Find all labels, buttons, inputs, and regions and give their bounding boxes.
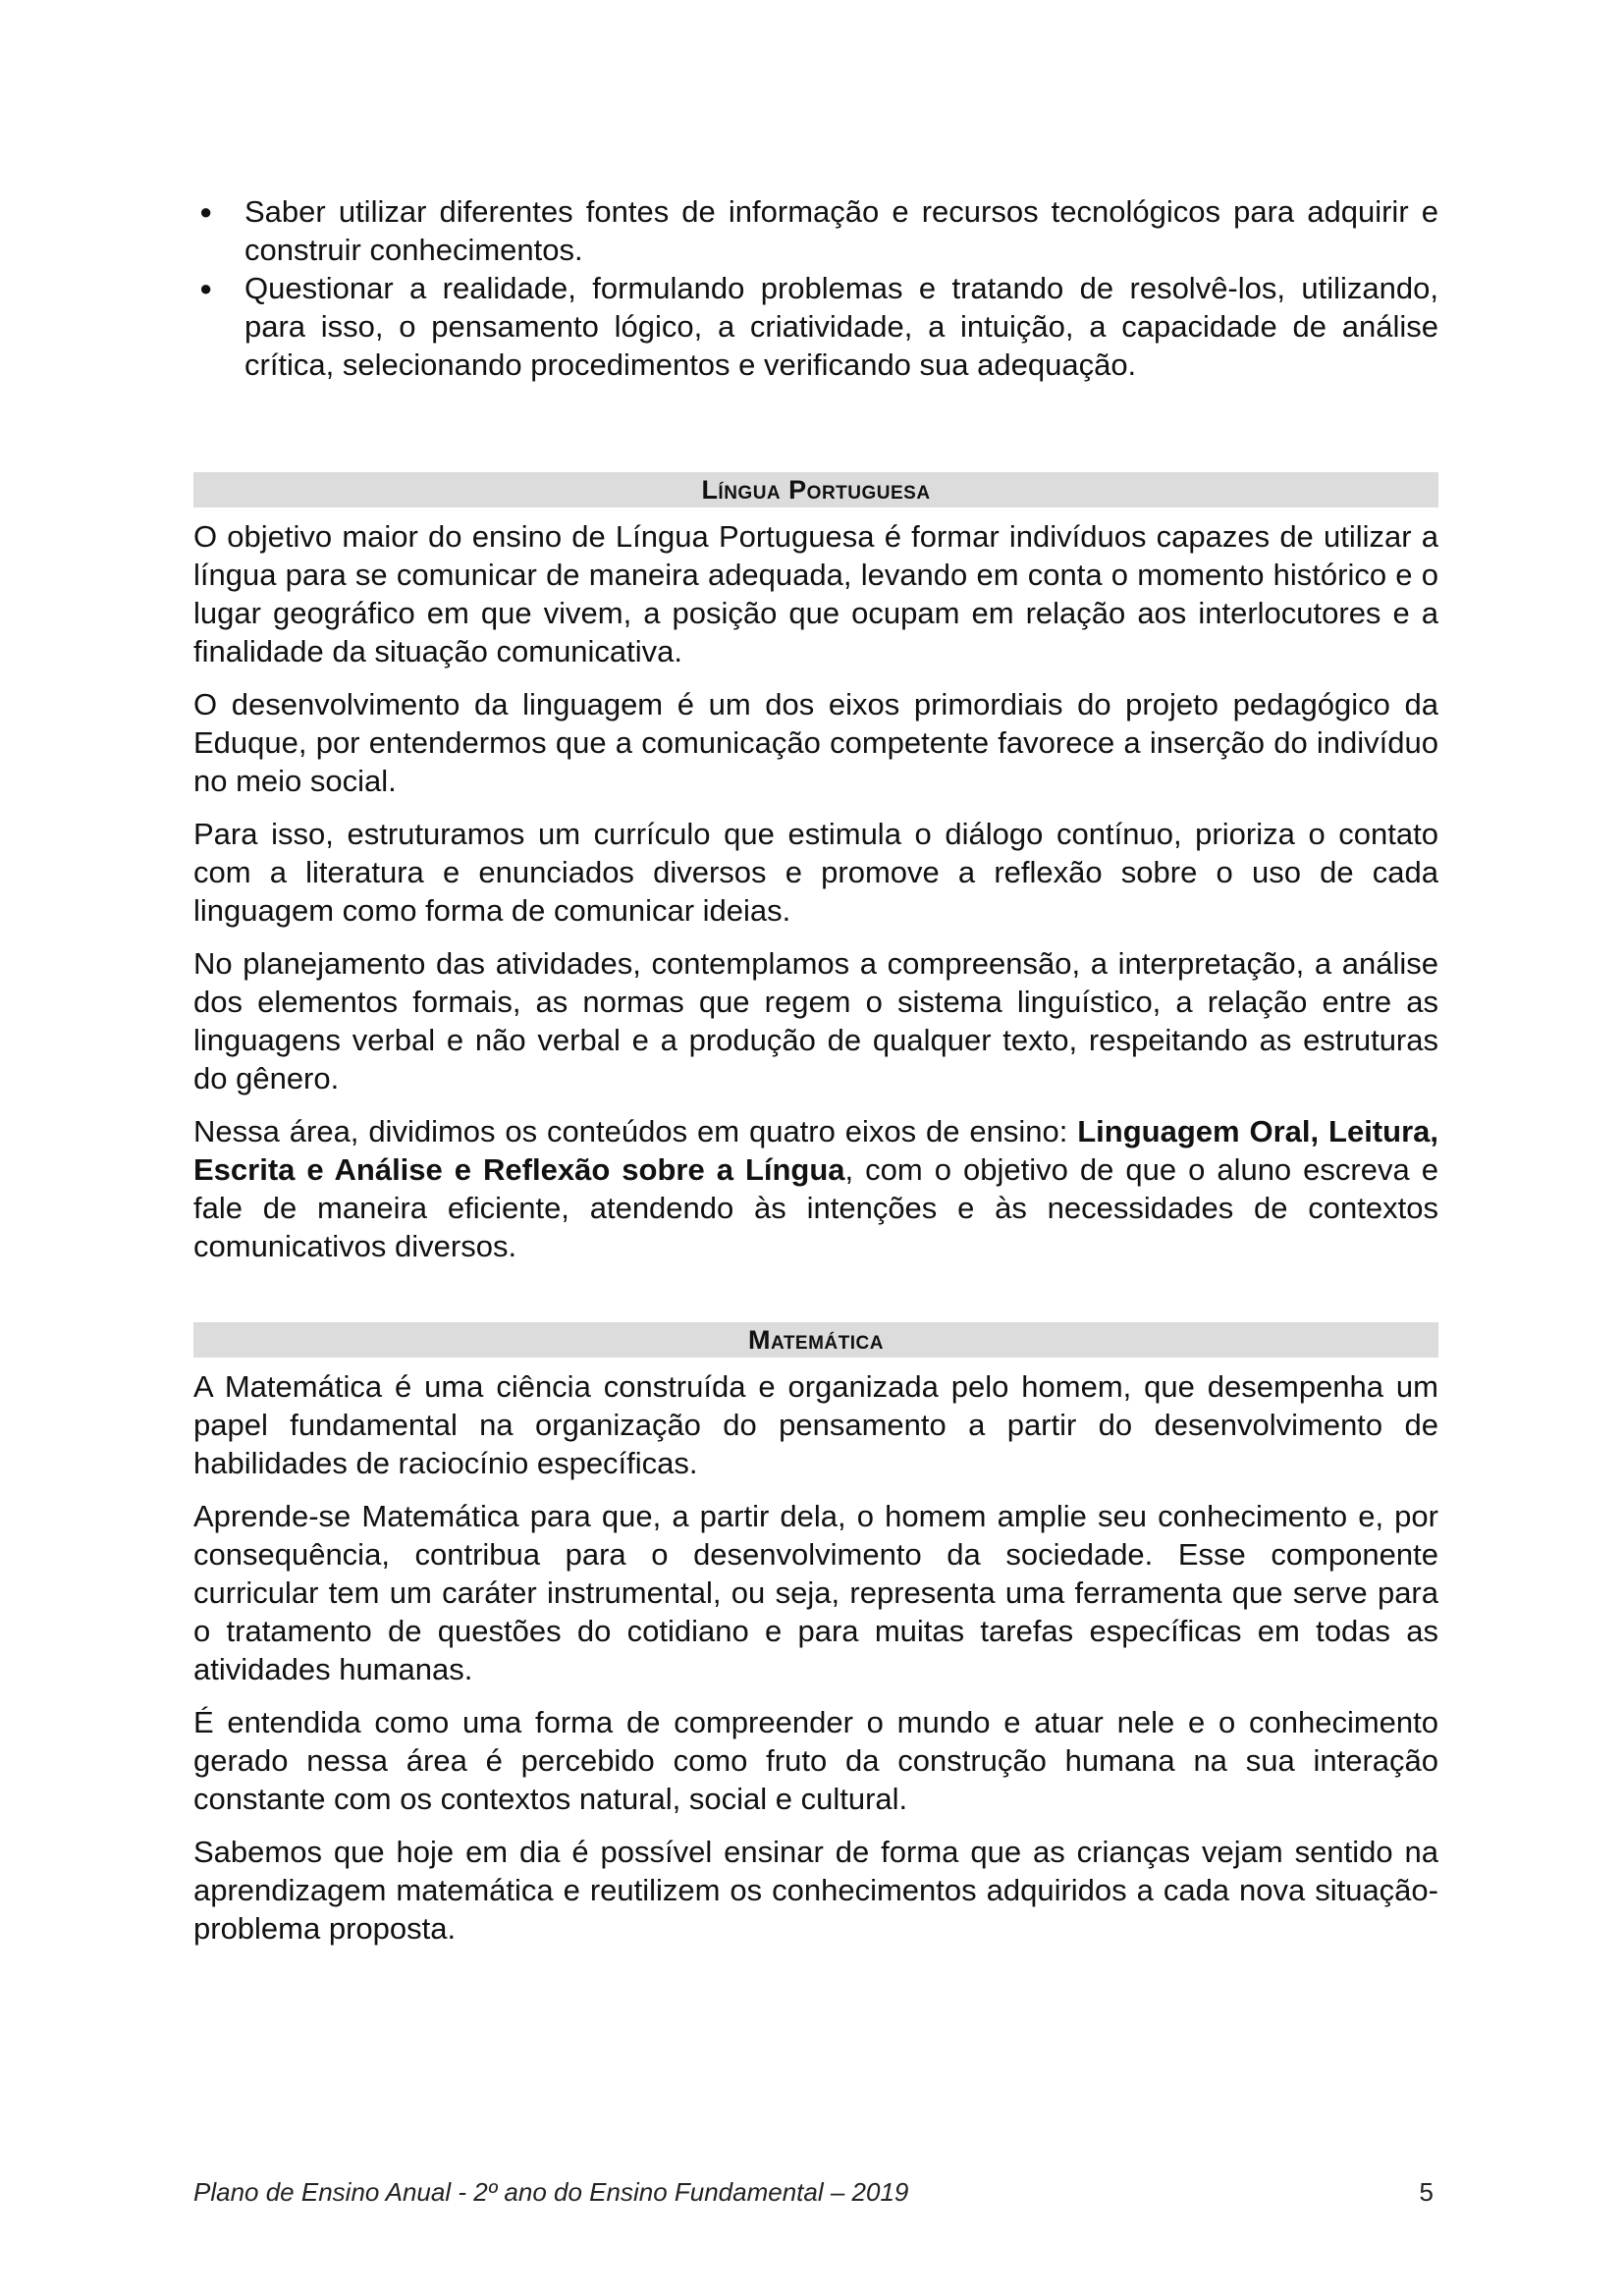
- page-content: [193, 192, 1438, 1962]
- paragraph-text: Nessa área, dividimos os conteúdos em quatro eixos de ensino:: [193, 1114, 1078, 1148]
- paragraph: O objetivo maior do ensino de Língua Portuguesa é formar indivíduos capazes de utilizar a língua para se comunicar de maneira adequada, levando em conta o momento histórico e o lugar geográfico em que vivem, a posição que ocupam em relação aos interlocutores e a finalidade da situação comunicativa.: [193, 519, 1438, 668]
- bullet-text: Questionar a realidade, formulando problemas e tratando de resolvê-los, utilizando, para isso, o pensamento lógico, a criatividade, a intuição, a capacidade de análise crítica, selecionando procedimentos e verificando sua adequação.: [244, 271, 1438, 382]
- page-number: 5: [1419, 2177, 1434, 2207]
- page-footer: Plano de Ensino Anual - 2º ano do Ensino Fundamental – 2019: [193, 2177, 909, 2207]
- list-item: [193, 269, 1438, 384]
- paragraph-text: , com o objetivo de que o aluno escreva e fale de maneira eficiente, atendendo às intenções e às necessidades de contextos comunicativos diversos.: [193, 1152, 1438, 1263]
- paragraph: Para isso, estruturamos um currículo que estimula o diálogo contínuo, prioriza o contato com a literatura e enunciados diversos e promove a reflexão sobre o uso de cada linguagem como forma de comunicar ideias.: [193, 817, 1438, 928]
- list-item: [193, 192, 1438, 269]
- section-heading-matematica: Matemática: [193, 1322, 1438, 1358]
- paragraph: A Matemática é uma ciência construída e organizada pelo homem, que desempenha um papel fundamental na organização do pensamento a partir do desenvolvimento de habilidades de raciocínio específicas.: [193, 1369, 1438, 1480]
- paragraph: Sabemos que hoje em dia é possível ensinar de forma que as crianças vejam sentido na aprendizagem matemática e reutilizem os conhecimentos adquiridos a cada nova situação-problema proposta.: [193, 1835, 1438, 1946]
- paragraph: É entendida como uma forma de compreender o mundo e atuar nele e o conhecimento gerado nessa área é percebido como fruto da construção humana na sua interação constante com os contextos natural, social e cultural.: [193, 1705, 1438, 1816]
- bullet-icon: ●: [199, 276, 213, 300]
- eixos-bold-text: Linguagem Oral, Leitura, Escrita e Análise e Reflexão sobre a Língua: [193, 1114, 1438, 1187]
- paragraph: No planejamento das atividades, contemplamos a compreensão, a interpretação, a análise dos elementos formais, as normas que regem o sistema linguístico, a relação entre as linguagens verbal e não verbal e a produção de qualquer texto, respeitando as estruturas do gênero.: [193, 946, 1438, 1095]
- bullet-text: Saber utilizar diferentes fontes de informação e recursos tecnológicos para adquirir e construir conhecimentos.: [244, 194, 1438, 267]
- bullet-icon: ●: [199, 199, 213, 224]
- paragraph: O desenvolvimento da linguagem é um dos eixos primordiais do projeto pedagógico da Eduque, por entendermos que a comunicação competente favorece a inserção do indivíduo no meio social.: [193, 687, 1438, 798]
- paragraph: Aprende-se Matemática para que, a partir dela, o homem amplie seu conhecimento e, por consequência, contribua para o desenvolvimento da sociedade. Esse componente curricular tem um caráter instrumental, ou seja, representa uma ferramenta que serve para o tratamento de questões do cotidiano e para muitas tarefas específicas em todas as atividades humanas.: [193, 1499, 1438, 1686]
- paragraph-eixos: [193, 1112, 1438, 1265]
- section-heading-lingua-portuguesa: Língua Portuguesa: [193, 472, 1438, 507]
- bullet-list: [193, 192, 1438, 384]
